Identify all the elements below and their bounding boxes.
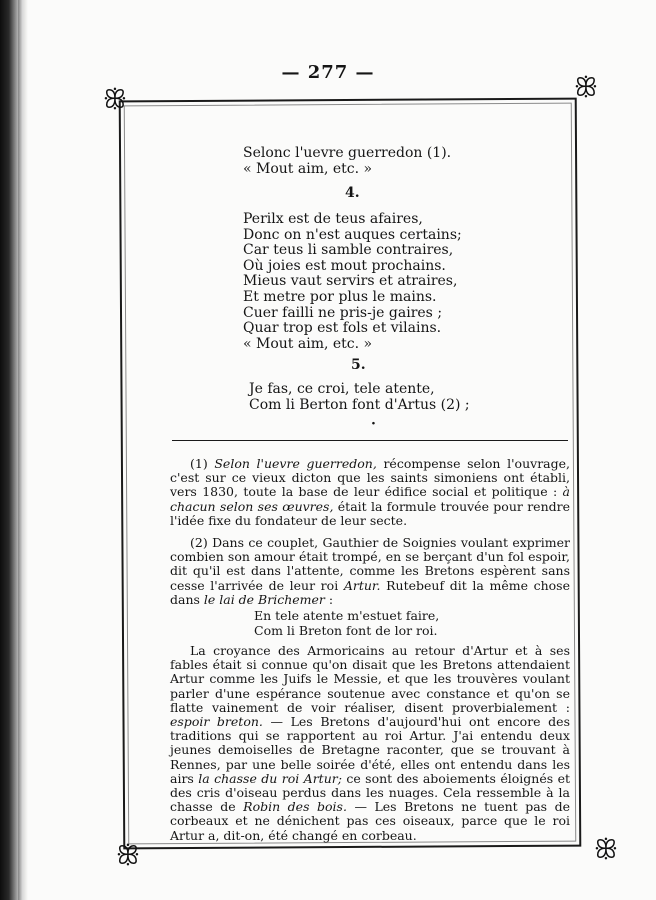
footnote-italic: la chasse du roi Artur;	[193, 770, 342, 786]
verse-line: Com li Berton font d'Artus (2) ;	[249, 396, 470, 413]
footnote-text: — Les Bretons ne tuent pas de corbeaux et ne dénichent pas ces oiseaux, parce que le roi Artur a, dit-on, été changé en corbeau.	[170, 799, 571, 843]
footnotes	[170, 457, 570, 843]
verse-line: Où joies est mout prochains.	[243, 257, 446, 274]
footnote-italic: Artur.	[338, 577, 381, 593]
footnote-marker: (1)	[190, 456, 208, 471]
corner-ornament-bottom-left-icon: ꕥ	[115, 841, 141, 871]
verse-line: Donc on n'est auques certains;	[243, 226, 462, 243]
corner-ornament-top-right-icon: ꕥ	[573, 73, 599, 103]
footnote-separator	[172, 440, 568, 441]
verse-line: Mieus vaut servirs et atraires,	[243, 273, 458, 290]
footnote-italic: Selon l'uevre guerredon,	[214, 456, 377, 471]
quote-line: En tele atente m'estuet faire,	[254, 608, 440, 624]
page-gutter-fade	[18, 0, 28, 900]
stanza-number-4: 4.	[345, 185, 360, 201]
verse-line: Perilx est de teus afaires,	[243, 211, 423, 227]
verse-block-2	[243, 212, 462, 352]
page-number: — 277 —	[281, 62, 375, 83]
quote-line: Com li Breton font de lor roi.	[254, 623, 438, 639]
footnote-text: était la formule trouvée pour rendre l'idée fixe du fondateur de leur secte.	[170, 498, 570, 528]
footnote-text: Rutebeuf dit la même chose dans	[170, 577, 570, 607]
footnote-text: récompense selon l'ouvrage, c'est sur ce vieux dicton que les saints simoniens ont établi, vers 1830, toute la base de leur édifice social et politique :	[170, 456, 570, 500]
verse-line: Cuer failli ne pris-je gaires ;	[243, 304, 443, 321]
verse-line: Selonc l'uevre guerredon (1).	[243, 145, 452, 161]
footnote-italic: espoir breton.	[170, 714, 263, 730]
footnote-1	[170, 457, 570, 528]
verse-line: Car teus li samble contraires,	[243, 242, 454, 259]
footnote-italic: à chacun selon ses œuvres,	[170, 484, 570, 514]
stanza-number-5: 5.	[351, 357, 366, 373]
footnote-text: La croyance des Armoricains au retour d'Artur et à ses fables était si connue qu'on disait que les Bretons attendaient Artur comme les Juifs le Messie, et que les trouvères voulant parler d'une espérance soutenue avec constance et qu'on se flatte vainement de voir réaliser, disent proverbialement :	[170, 643, 570, 715]
corner-ornament-bottom-right-icon: ꕥ	[593, 835, 619, 865]
footnote-quote	[170, 608, 570, 638]
verse-line: « Mout aim, etc. »	[243, 335, 373, 352]
verse-block-3	[249, 382, 470, 413]
footnote-italic: le lai de Brichemer	[199, 591, 325, 607]
verse-line: « Mout aim, etc. »	[243, 160, 373, 177]
footnote-marker: (2)	[190, 535, 208, 551]
continuation-dot: ·	[371, 416, 376, 432]
footnote-2	[170, 536, 570, 607]
footnote-text: ce sont des aboiements éloignés et des cris d'oiseau perdus dans les nuages. Cela ressemble à la chasse de	[170, 770, 570, 815]
footnote-text: — Les Bretons d'aujourd'hui ont encore des traditions qui se rapportent au roi Artur. J'ai entendu deux jeunes demoiselles de Bretagne raconter, que se trouvant à Rennes, par une belle soirée d'été, elles ont entendu dans les airs	[170, 714, 570, 786]
verse-block-1	[243, 146, 451, 177]
verse-line: Je fas, ce croi, tele atente,	[249, 381, 435, 397]
verse-line: Quar trop est fols et vilains.	[243, 320, 442, 337]
verse-line: Et metre por plus le mains.	[243, 288, 437, 305]
corner-ornament-top-left-icon: ꕥ	[102, 85, 128, 115]
footnote-text: Dans ce couplet, Gauthier de Soignies voulant exprimer combien son amour était trompé, en se berçant d'un fol espoir, dit qu'il est dans l'attente, comme les Bretons espèrent sans cesse l'arrivée de leur roi	[170, 535, 570, 593]
footnote-paragraph-3	[170, 644, 570, 843]
footnote-text: :	[324, 591, 334, 607]
footnote-italic: Robin des bois.	[235, 799, 347, 815]
